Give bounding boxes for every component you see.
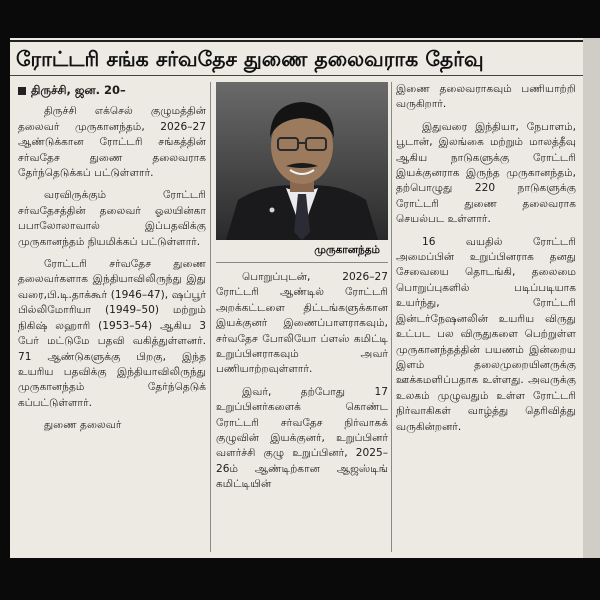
paragraph: வரவிருக்கும் ரோட்டரி சர்வதேசத்தின் தலைவர் ஓலயின்கா பபாலோலாவால் இப்பதவிக்கு முருகானந்தம் நியமிக்கப் பட்டுள்ளார். <box>18 189 206 248</box>
headline-rule <box>10 75 583 76</box>
headline: ரோட்டரி சங்க சர்வதேச துணை தலைவராக தேர்வு <box>16 47 484 71</box>
paragraph: இதுவரை இந்தியா, நேபாளம், பூடான், இலங்கை மற்றும் மாலத்தீவு ஆகிய நாடுகளுக்கு ரோட்டரி இயக்குனராக இருந்த முருகானந்தம், தற்பொழுது 220 நாடுகளுக்கு ரோட்டரி துணை தலைவராக செயல்பட உள்ளார். <box>396 120 576 226</box>
column-2 <box>216 270 388 500</box>
caption-rule <box>216 262 388 263</box>
column-1 <box>18 83 206 441</box>
adjacent-page-edge <box>583 38 600 558</box>
dateline-text: திருச்சி, ஜன. 20– <box>31 83 126 97</box>
photo-caption: முருகானந்தம் <box>314 244 380 256</box>
paragraph: ரோட்டரி சர்வதேச துணை தலைவர்களாக இந்தியாவிலிருந்து இது வரை,பி.டி.தாக்கூர் (1946–47), ஷப்பூர் பில்லிமோரியா (1949–50) மற்றும் நிகிஷ் லஹாரி (1953–54) ஆகிய 3 பேர் மட்டுமே பதவி வகித்துள்ளனர். 71 ஆண்டுகளுக்கு பிறகு, இந்த உயரிய பதவிக்கு இந்தியாவிலிருந்து முருகானந்தம் தேர்ந்தெடுக் கப்பட்டுள்ளார். <box>18 258 206 409</box>
newspaper-clipping <box>10 38 583 558</box>
portrait-photo <box>216 82 388 240</box>
column-divider <box>391 82 392 552</box>
paragraph: திருச்சி எக்செல் குழுமத்தின் தலைவர் முருகானந்தம், 2026–27 ஆண்டுக்கான ரோட்டரி சங்கத்தின் சர்வதேச துணை தலைவராக தேர்ந்தெடுக்கப் பட்டுள்ளார். <box>18 105 206 180</box>
paragraph: இணை தலைவராகவும் பணியாற்றி வருகிறார். <box>396 83 576 111</box>
paragraph: பொறுப்புடன், 2026–27 ரோட்டரி ஆண்டில் ரோட்டரி அறக்கட்டளை திட்டங்களுக்கான இயக்குனர் இணைப்பாளராகவும், சர்வதேச போலியோ ப்ளஸ் கமிட்டி உறுப்பினராகவும் அவர் பணியாற்றவுள்ளார். <box>216 271 388 376</box>
paragraph: துணை தலைவர் <box>44 419 122 432</box>
square-bullet-icon <box>18 87 26 95</box>
dateline <box>18 83 206 98</box>
top-rule <box>10 40 583 42</box>
column-3 <box>396 82 576 442</box>
column-divider <box>210 82 211 552</box>
man-portrait-icon <box>216 82 388 240</box>
paragraph: இவர், தற்போது 17 உறுப்பினர்களைக் கொண்ட ரோட்டரி சர்வதேச நிர்வாகக் குழுவின் இயக்குனர், உறுப்பினர் வளர்ச்சி குழு உறுப்பினர், 2025–26ம் ஆண்டிற்கான ஆஜஸ்டிங் கமிட்டியின் <box>216 385 388 491</box>
paragraph: 16 வயதில் ரோட்டரி அமைப்பின் உறுப்பினராக தனது சேவையை தொடங்கி, தலைமை பொறுப்புகளில் படிப்படியாக உயர்ந்து, ரோட்டரி இன்டர்நேஷனலின் உயரிய விருது உட்பட பல விருதுகளை பெற்றுள்ள முருகானந்தத்தின் பயணம் இன்றைய இளம் தலைமுறையினருக்கு ஊக்கமளிப்பதாக உள்ளது. அவருக்கு உலகம் முழுவதும் உள்ள ரோட்டரி நிர்வாகிகள் வாழ்த்து தெரிவித்து வருகின்றனர். <box>396 235 576 433</box>
